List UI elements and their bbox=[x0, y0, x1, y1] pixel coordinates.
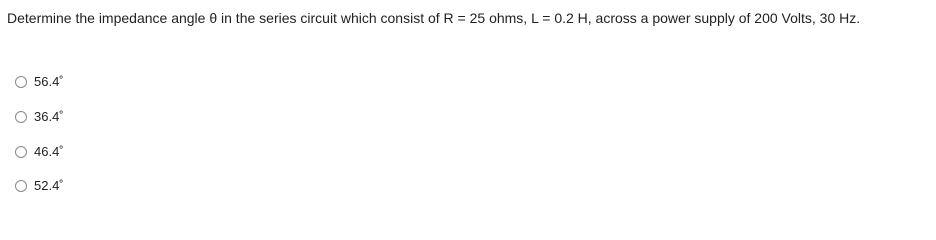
answer-option[interactable] bbox=[15, 107, 64, 127]
radio-button[interactable] bbox=[15, 111, 27, 123]
answer-option-label: 56.4˚ bbox=[34, 74, 64, 89]
question-text: Determine the impedance angle θ in the series circuit which consist of R = 25 ohms, L = 0.2 H, across a power supply of 200 Volts, 30 Hz. bbox=[7, 10, 861, 26]
answer-option[interactable] bbox=[15, 72, 64, 92]
answer-option-label: 36.4˚ bbox=[34, 109, 64, 124]
radio-button[interactable] bbox=[15, 76, 27, 88]
radio-button[interactable] bbox=[15, 180, 27, 192]
answer-option-label: 52.4˚ bbox=[34, 178, 64, 193]
radio-button[interactable] bbox=[15, 146, 27, 158]
answer-option[interactable] bbox=[15, 142, 64, 162]
answer-option[interactable] bbox=[15, 176, 64, 196]
answer-option-label: 46.4˚ bbox=[34, 144, 64, 159]
